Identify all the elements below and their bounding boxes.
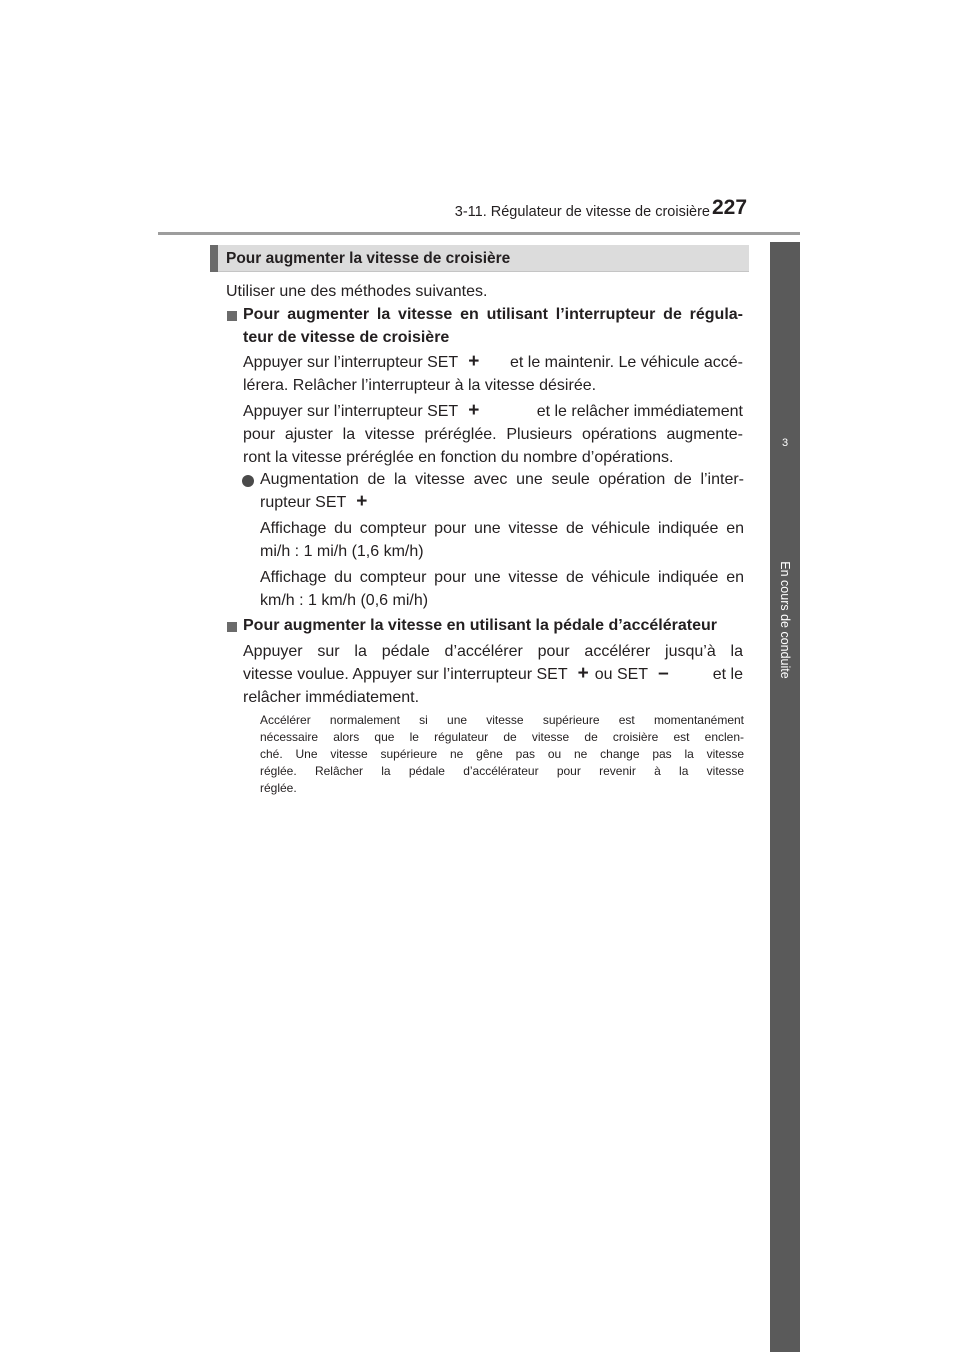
intro-text: Utiliser une des méthodes suivantes. — [226, 283, 488, 300]
section-heading-marker — [210, 245, 218, 272]
sub-line1: Augmentation de la vitesse avec une seule opération de l’inter- — [260, 471, 744, 488]
note-line1: Accélérer normalement si une vitesse supérieure est momentanément — [260, 713, 744, 727]
mph-line2: mi/h : 1 mi/h (1,6 km/h) — [260, 543, 424, 560]
note-line4: réglée. Relâcher la pédale d’accélérateur pour revenir à la vitesse — [260, 764, 744, 778]
square-bullet-icon — [227, 311, 237, 321]
minus-symbol: – — [658, 663, 669, 684]
plus-symbol: + — [356, 491, 368, 512]
plus-symbol: + — [468, 351, 480, 372]
p1-text-a: Appuyer sur l’interrupteur SET — [243, 354, 459, 371]
method1-p1-line2: lérera. Relâcher l’interrupteur à la vitesse désirée. — [243, 377, 597, 394]
method1-p2-line3: ront la vitesse préréglée en fonction du nombre d’opérations. — [243, 449, 674, 466]
section-title: Pour augmenter la vitesse de croisière — [226, 250, 511, 267]
method1-p2-line1 — [243, 400, 743, 423]
chapter-number: 3 — [781, 437, 789, 449]
m2-text-b: ou SET — [594, 666, 649, 683]
mph-line1: Affichage du compteur pour une vitesse de véhicule indiquée en — [260, 520, 744, 537]
method1-p1-line1 — [243, 351, 743, 374]
p2-text-b: et le relâcher immédiatement — [536, 403, 743, 420]
note-line2: nécessaire alors que le régulateur de vitesse de croisière est enclen- — [260, 730, 744, 744]
page-number: 227 — [712, 196, 748, 219]
p2-text-a: Appuyer sur l’interrupteur SET — [243, 403, 459, 420]
plus-symbol: + — [468, 400, 480, 421]
kmh-line1: Affichage du compteur pour une vitesse de véhicule indiquée en — [260, 569, 744, 586]
sub-line2-text: rupteur SET — [260, 494, 347, 511]
plus-symbol: + — [577, 663, 589, 684]
m2-text-c: et le — [712, 666, 743, 683]
method2-line3: relâcher immédiatement. — [243, 689, 420, 706]
method2-line1: Appuyer sur la pédale d’accélérer pour accélérer jusqu’à la — [243, 643, 743, 660]
m2-text-a: vitesse voulue. Appuyer sur l’interrupteur SET — [243, 666, 568, 683]
note-line3: ché. Une vitesse supérieure ne gêne pas ou ne change pas la vitesse — [260, 747, 744, 761]
circle-bullet-icon — [242, 475, 254, 487]
method2-line2 — [243, 663, 743, 686]
method2-heading: Pour augmenter la vitesse en utilisant la pédale d’accélérateur — [243, 617, 717, 634]
method1-heading-line2: teur de vitesse de croisière — [243, 329, 450, 346]
header-rule — [158, 232, 800, 235]
kmh-line2: km/h : 1 km/h (0,6 mi/h) — [260, 592, 429, 609]
square-bullet-icon — [227, 622, 237, 632]
p1-text-b: et le maintenir. Le véhicule accé- — [509, 354, 743, 371]
chapter-side-tab — [770, 242, 800, 1352]
note-line5: réglée. — [260, 781, 297, 795]
method1-heading-line1: Pour augmenter la vitesse en utilisant l’interrupteur de régula- — [243, 306, 743, 323]
chapter-label: En cours de conduite — [778, 561, 792, 679]
sub-line2 — [260, 491, 373, 514]
method1-p2-line2: pour ajuster la vitesse préréglée. Plusieurs opérations augmente- — [243, 426, 743, 443]
chapter-header: 3-11. Régulateur de vitesse de croisière — [454, 204, 710, 220]
note-paragraph — [260, 712, 744, 797]
